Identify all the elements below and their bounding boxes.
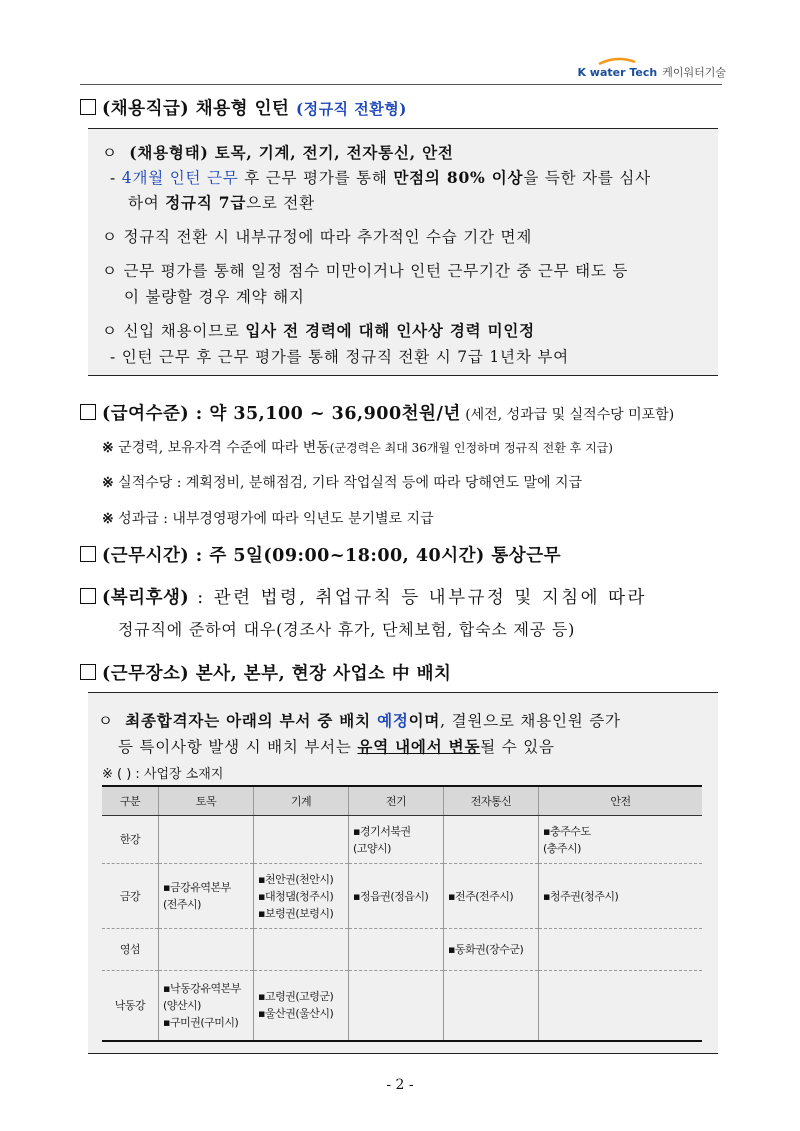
- table-cell: ▪고령권(고령군) ▪울산권(울산시): [254, 971, 349, 1041]
- box1-line1: ㅇ (채용형태) 토목, 기계, 전기, 전자통신, 안전: [102, 143, 454, 162]
- box2-line1: ㅇ 최종합격자는 아래의 부서 중 배치 예정이며, 결원으로 채용인원 증가: [98, 711, 621, 730]
- box2-line2: 등 특이사항 발생 시 배치 부서는 유역 내에서 변동될 수 있음: [118, 737, 555, 756]
- header-rule: [80, 84, 722, 85]
- header-telecom: 전자통신: [444, 786, 539, 816]
- salary-note-3: ※ 성과급 : 내부경영평가에 따라 익년도 분기별로 지급: [102, 511, 434, 527]
- logo-mark: K water Tech: [577, 66, 657, 79]
- box1-line5: ㅇ 근무 평가를 통해 일정 점수 미만이거나 인턴 근무기간 중 근무 태도 등: [102, 262, 629, 280]
- row-label: 한강: [102, 816, 159, 864]
- salary-note-2: ※ 실적수당 : 계획정비, 분해점검, 기타 작업실적 등에 따라 당해연도 말에 지급: [102, 475, 583, 491]
- table-row: [102, 816, 702, 864]
- box1-line6: 이 불량할 경우 계약 해지: [124, 288, 305, 306]
- table-cell: ▪정읍권(정읍시): [349, 864, 444, 929]
- header-mechanical: 기계: [254, 786, 349, 816]
- benefits-line2: 정규직에 준하여 대우(경조사 휴가, 단체보험, 합숙소 제공 등): [118, 620, 576, 639]
- salary-note-1: ※ 군경력, 보유자격 수준에 따라 변동(군경력은 최대 36개월 인정하며 정규직 전환 후 지급): [102, 440, 613, 456]
- checkbox-square-icon: [80, 546, 96, 562]
- table-cell: ▪전주(전주시): [444, 864, 539, 929]
- header-electrical: 전기: [349, 786, 444, 816]
- location-table: [102, 785, 702, 1042]
- company-logo: [577, 64, 726, 80]
- page-number: - 2 -: [386, 1077, 414, 1093]
- box1-line4: ㅇ 정규직 전환 시 내부규정에 따라 추가적인 수습 기간 면제: [102, 228, 533, 246]
- header-civil: 토목: [159, 786, 254, 816]
- table-cell: ▪금강유역본부 (전주시): [159, 864, 254, 929]
- box1-line2: - 4개월 인턴 근무 후 근무 평가를 통해 만점의 80% 이상을 득한 자를 심사: [110, 168, 651, 187]
- table-cell: ▪동화권(장수군): [444, 929, 539, 971]
- section-work-hours: (근무시간) : 주 5일(09:00~18:00, 40시간) 통상근무: [80, 542, 561, 567]
- table-cell: ▪경기서북권 (고양시): [349, 816, 444, 864]
- box1-line8: - 인턴 근무 후 근무 평가를 통해 정규직 전환 시 7급 1년차 부여: [110, 348, 569, 366]
- box1-line3: 하여 정규직 7급으로 전환: [128, 193, 315, 212]
- table-row: [102, 864, 702, 929]
- box2-note: ※ ( ) : 사업장 소재지: [102, 767, 224, 782]
- header-category: 구분: [102, 786, 159, 816]
- hiring-type-box: [88, 128, 718, 376]
- row-label: 영섬: [102, 929, 159, 971]
- table-cell: ▪충주수도 (충주시): [539, 816, 703, 864]
- header-safety: 안전: [539, 786, 703, 816]
- table-cell: ▪낙동강유역본부 (양산시) ▪구미권(구미시): [159, 971, 254, 1041]
- table-row: [102, 971, 702, 1041]
- table-row: [102, 929, 702, 971]
- row-label: 금강: [102, 864, 159, 929]
- table-cell: ▪천안권(천안시) ▪대청댐(청주시) ▪보령권(보령시): [254, 864, 349, 929]
- checkbox-square-icon: [80, 588, 96, 604]
- row-label: 낙동강: [102, 971, 159, 1041]
- section-salary: (급여수준) : 약 35,100 ~ 36,900천원/년 (세전, 성과급 및 실적수당 미포함): [80, 400, 674, 425]
- box1-line7: ㅇ 신입 채용이므로 입사 전 경력에 대해 인사상 경력 미인정: [102, 321, 535, 340]
- section-work-location: (근무장소) 본사, 본부, 현장 사업소 中 배치: [80, 660, 451, 685]
- checkbox-square-icon: [80, 664, 96, 680]
- table-header-row: [102, 786, 702, 816]
- section-benefits: (복리후생) : 관련 법령, 취업규칙 등 내부규정 및 지침에 따라: [80, 584, 647, 609]
- section-hiring-grade: (채용직급) 채용형 인턴 (정규직 전환형): [80, 95, 407, 120]
- company-name: 케이워터기술: [662, 66, 726, 79]
- table-cell: ▪청주권(청주시): [539, 864, 703, 929]
- checkbox-square-icon: [80, 99, 96, 115]
- checkbox-square-icon: [80, 404, 96, 420]
